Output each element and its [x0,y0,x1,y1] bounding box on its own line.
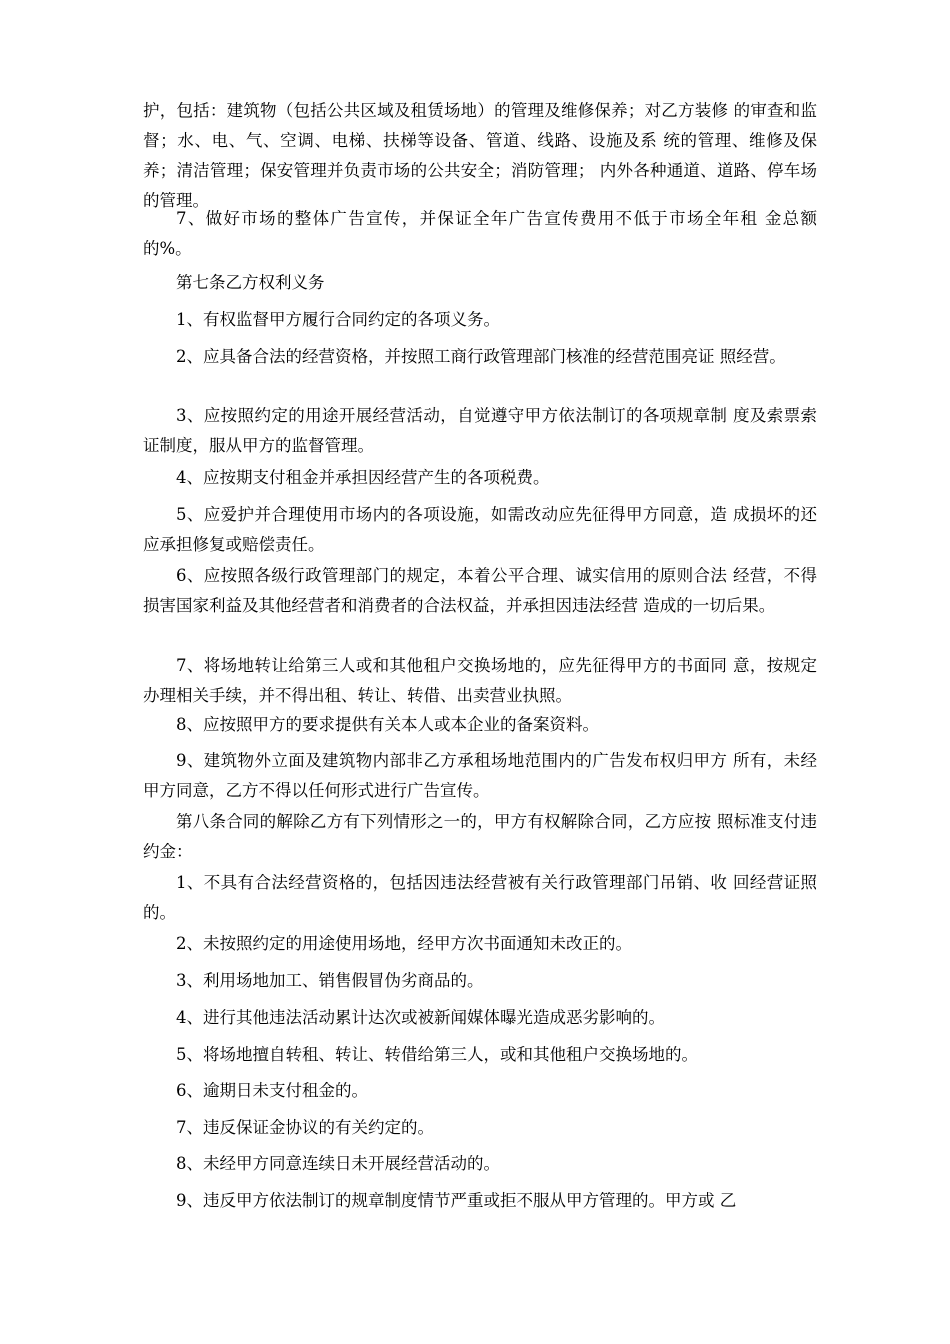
paragraph-7-9: 9、建筑物外立面及建筑物内部非乙方承租场地范围内的广告发布权归甲方 所有，未经甲方同意，乙方不得以任何形式进行广告宣传。 [143,751,817,800]
paragraph-7-6: 6、应按照各级行政管理部门的规定，本着公平合理、诚实信用的原则合法 经营，不得损害国家利益及其他经营者和消费者的合法权益，并承担因违法经营 造成的一切后果。 [143,566,817,615]
article-8-heading: 第八条合同的解除乙方有下列情形之一的，甲方有权解除合同，乙方应按 照标准支付违约金： [143,812,817,861]
paragraph-7-1: 1、有权监督甲方履行合同约定的各项义务。 [176,310,500,329]
paragraph-8-2: 2、未按照约定的用途使用场地，经甲方次书面通知未改正的。 [176,934,632,953]
paragraph-8-8: 8、未经甲方同意连续日未开展经营活动的。 [176,1154,500,1173]
paragraph-8-4: 4、进行其他违法活动累计达次或被新闻媒体曝光造成恶劣影响的。 [176,1008,665,1027]
paragraph-7-5: 5、应爱护并合理使用市场内的各项设施，如需改动应先征得甲方同意，造 成损坏的还应承担修复或赔偿责任。 [143,505,817,554]
paragraph-8-9: 9、违反甲方依法制订的规章制度情节严重或拒不服从甲方管理的。甲方或 乙 [176,1191,737,1210]
article-7-heading: 第七条乙方权利义务 [176,273,325,292]
paragraph-8-6: 6、逾期日未支付租金的。 [176,1081,368,1100]
paragraph-7-4: 4、应按期支付租金并承担因经营产生的各项税费。 [176,468,550,487]
paragraph-7-3: 3、应按照约定的用途开展经营活动，自觉遵守甲方依法制订的各项规章制 度及索票索证制度，服从甲方的监督管理。 [143,406,817,455]
paragraph-item-7-advertising: 7、做好市场的整体广告宣传，并保证全年广告宣传费用不低于市场全年租 金总额的%。 [143,209,817,258]
paragraph-8-1: 1、不具有合法经营资格的，包括因违法经营被有关行政管理部门吊销、收 回经营证照的。 [143,873,817,922]
paragraph-7-2: 2、应具备合法的经营资格，并按照工商行政管理部门核准的经营范围亮证 照经营。 [176,347,786,366]
paragraph-8-3: 3、利用场地加工、销售假冒伪劣商品的。 [176,971,484,990]
paragraph-7-8: 8、应按照甲方的要求提供有关本人或本企业的备案资料。 [176,715,599,734]
paragraph-management-duties: 护，包括：建筑物（包括公共区域及租赁场地）的管理及维修保养；对乙方装修 的审查和监督；水、电、气、空调、电梯、扶梯等设备、管道、线路、设施及系 统的管理、维修及保养；清洁管理；保安管理并负责市场的公共安全；消防管理； 内外各种通道、道路、停车场的管理。 [143,101,817,210]
paragraph-8-5: 5、将场地擅自转租、转让、转借给第三人，或和其他租户交换场地的。 [176,1045,698,1064]
paragraph-8-7: 7、违反保证金协议的有关约定的。 [176,1118,434,1137]
paragraph-7-7: 7、将场地转让给第三人或和其他租户交换场地的，应先征得甲方的书面同 意，按规定办理相关手续，并不得出租、转让、转借、出卖营业执照。 [143,656,817,705]
